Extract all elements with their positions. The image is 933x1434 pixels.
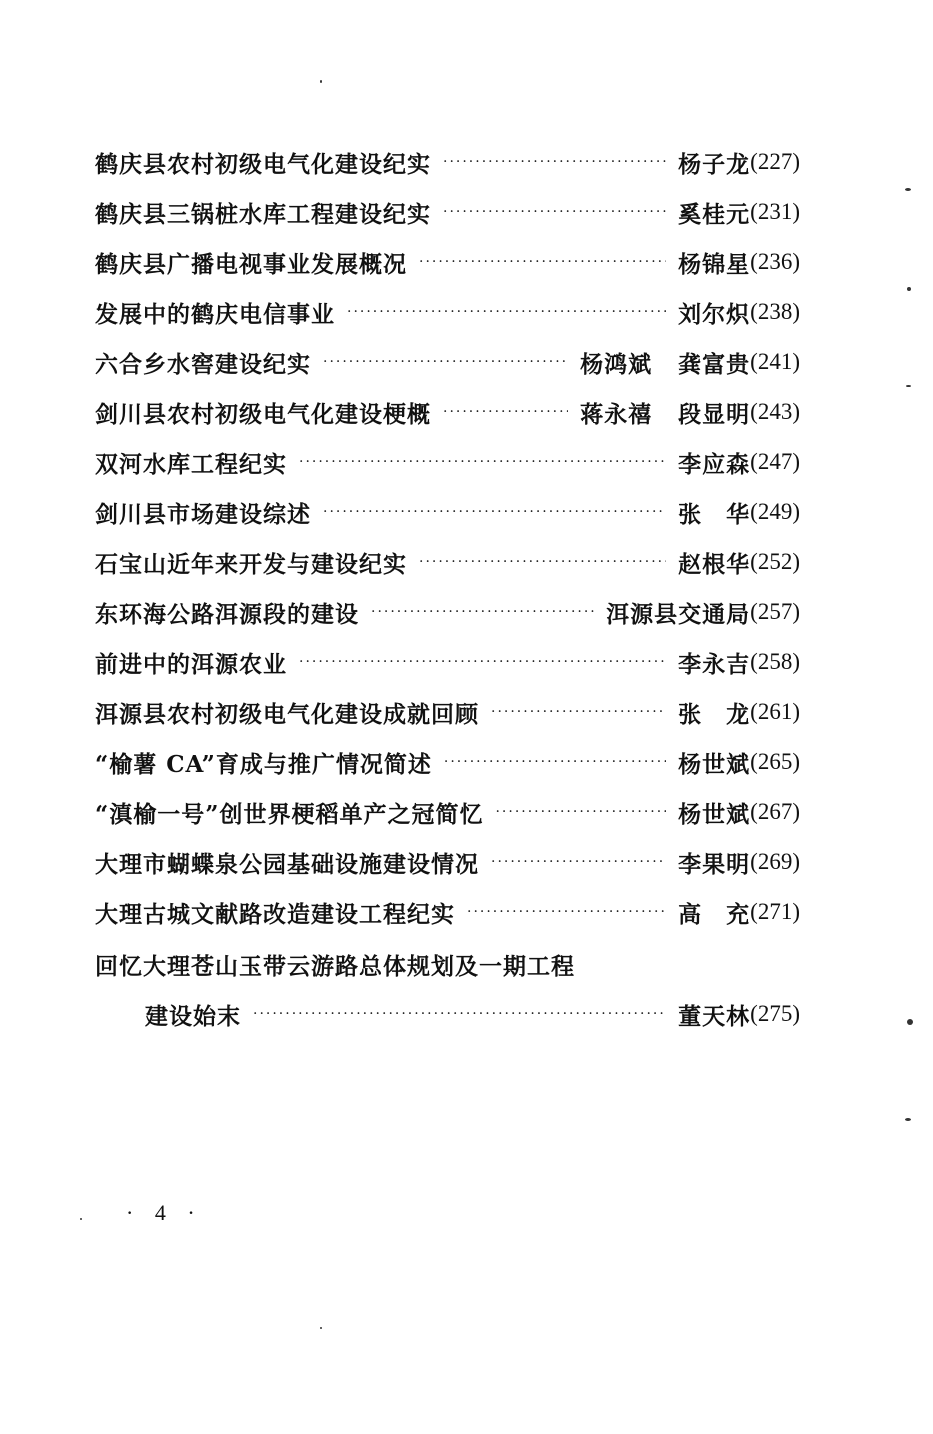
entry-author: 张 龙 bbox=[678, 700, 751, 728]
entry-title: 鹤庆县广播电视事业发展概况 bbox=[95, 250, 407, 278]
entry-author: 刘尔炽 bbox=[678, 300, 751, 328]
entry-title: 大理古城文献路改造建设工程纪实 bbox=[95, 900, 455, 928]
entry-page: (252) bbox=[750, 549, 800, 574]
scan-speck bbox=[907, 1019, 913, 1025]
entry-page: (261) bbox=[750, 699, 800, 724]
entry-title: 大理市蝴蝶泉公园基础设施建设情况 bbox=[95, 850, 479, 878]
dot-leader bbox=[444, 745, 666, 779]
entry-title: 双河水库工程纪实 bbox=[95, 450, 287, 478]
toc-entry bbox=[95, 895, 800, 929]
scan-speck bbox=[905, 188, 911, 191]
scan-speck bbox=[906, 385, 911, 387]
entry-title: “榆薯 CA”育成与推广情况简述 bbox=[95, 750, 432, 778]
entry-title: 洱源县农村初级电气化建设成就回顾 bbox=[95, 700, 479, 728]
toc-entry bbox=[95, 445, 800, 479]
entry-author: 张 华 bbox=[678, 500, 751, 528]
dot-leader bbox=[491, 845, 666, 879]
dot-leader bbox=[495, 795, 666, 829]
dot-leader bbox=[299, 445, 666, 479]
entry-author: 杨世斌 bbox=[678, 800, 751, 828]
entry-page: (247) bbox=[750, 449, 800, 474]
dot-leader bbox=[443, 395, 568, 429]
dot-leader bbox=[443, 195, 666, 229]
scan-speck bbox=[905, 1118, 911, 1121]
entry-page: (271) bbox=[750, 899, 800, 924]
entry-title: 建设始末 bbox=[145, 1002, 241, 1030]
toc-entry bbox=[95, 645, 800, 679]
entry-title: 前进中的洱源农业 bbox=[95, 650, 287, 678]
scan-speck bbox=[320, 1327, 322, 1329]
dot-leader bbox=[443, 145, 666, 179]
entry-author: 杨子龙 bbox=[678, 150, 751, 178]
entry-author: 赵根华 bbox=[678, 550, 751, 578]
entry-page: (267) bbox=[750, 799, 800, 824]
entry-author: 杨世斌 bbox=[678, 750, 751, 778]
entry-page: (236) bbox=[750, 249, 800, 274]
entry-page: (275) bbox=[750, 1001, 800, 1026]
scan-speck bbox=[80, 1218, 82, 1220]
toc-entry bbox=[95, 195, 800, 229]
entry-title: 东环海公路洱源段的建设 bbox=[95, 600, 359, 628]
entry-page: (265) bbox=[750, 749, 800, 774]
entry-title: 六合乡水窖建设纪实 bbox=[95, 350, 311, 378]
entry-page: (269) bbox=[750, 849, 800, 874]
entry-page: (257) bbox=[750, 599, 800, 624]
entry-author: 奚桂元 bbox=[678, 200, 751, 228]
toc-entry bbox=[95, 245, 800, 279]
dot-leader bbox=[491, 695, 666, 729]
dot-leader bbox=[323, 345, 568, 379]
toc-entry bbox=[95, 145, 800, 179]
dot-leader bbox=[323, 495, 666, 529]
entry-page: (227) bbox=[750, 149, 800, 174]
entry-author: 李永吉 bbox=[678, 650, 751, 678]
toc-entry bbox=[145, 997, 800, 1031]
entry-author: 杨锦星 bbox=[678, 250, 751, 278]
entry-coauthor: 蒋永禧 bbox=[580, 400, 653, 428]
dot-leader bbox=[467, 895, 666, 929]
dot-leader bbox=[253, 997, 666, 1031]
entry-author: 段显明 bbox=[678, 400, 751, 428]
dot-leader bbox=[419, 245, 666, 279]
toc-entry bbox=[95, 695, 800, 729]
entry-title: 鹤庆县三锅桩水库工程建设纪实 bbox=[95, 200, 431, 228]
toc-entry bbox=[95, 595, 800, 629]
toc-entry bbox=[95, 845, 800, 879]
entry-title: 发展中的鹤庆电信事业 bbox=[95, 300, 335, 328]
scan-speck bbox=[907, 287, 911, 291]
dot-leader bbox=[299, 645, 666, 679]
entry-page: (238) bbox=[750, 299, 800, 324]
entry-title: 剑川县农村初级电气化建设梗概 bbox=[95, 400, 431, 428]
entry-page: (249) bbox=[750, 499, 800, 524]
entry-author: 李果明 bbox=[678, 850, 751, 878]
toc-entry bbox=[95, 495, 800, 529]
entry-page: (231) bbox=[750, 199, 800, 224]
entry-coauthor: 杨鸿斌 bbox=[580, 350, 653, 378]
toc-entry bbox=[95, 395, 800, 429]
entry-page: (243) bbox=[750, 399, 800, 424]
toc-entry bbox=[95, 345, 800, 379]
toc-entry bbox=[95, 745, 800, 779]
toc-entry bbox=[95, 795, 800, 829]
dot-leader bbox=[371, 595, 594, 629]
dot-leader bbox=[419, 545, 666, 579]
toc-entry-title-line1: 回忆大理苍山玉带云游路总体规划及一期工程 bbox=[95, 952, 575, 980]
entry-title: “滇榆一号”创世界梗稻单产之冠简忆 bbox=[95, 800, 484, 828]
entry-title: 鹤庆县农村初级电气化建设纪实 bbox=[95, 150, 431, 178]
entry-page: (258) bbox=[750, 649, 800, 674]
entry-author: 董天林 bbox=[678, 1002, 751, 1030]
entry-title: 剑川县市场建设综述 bbox=[95, 500, 311, 528]
dot-leader bbox=[347, 295, 666, 329]
entry-author: 李应森 bbox=[678, 450, 751, 478]
entry-page: (241) bbox=[750, 349, 800, 374]
entry-author: 洱源县交通局 bbox=[606, 600, 751, 628]
page-number: · 4 · bbox=[126, 1200, 203, 1225]
entry-title: 石宝山近年来开发与建设纪实 bbox=[95, 550, 407, 578]
entry-author: 龚富贵 bbox=[678, 350, 751, 378]
toc-entry bbox=[95, 295, 800, 329]
entry-author: 高 充 bbox=[678, 900, 751, 928]
toc-entry bbox=[95, 545, 800, 579]
scan-speck bbox=[320, 80, 322, 83]
